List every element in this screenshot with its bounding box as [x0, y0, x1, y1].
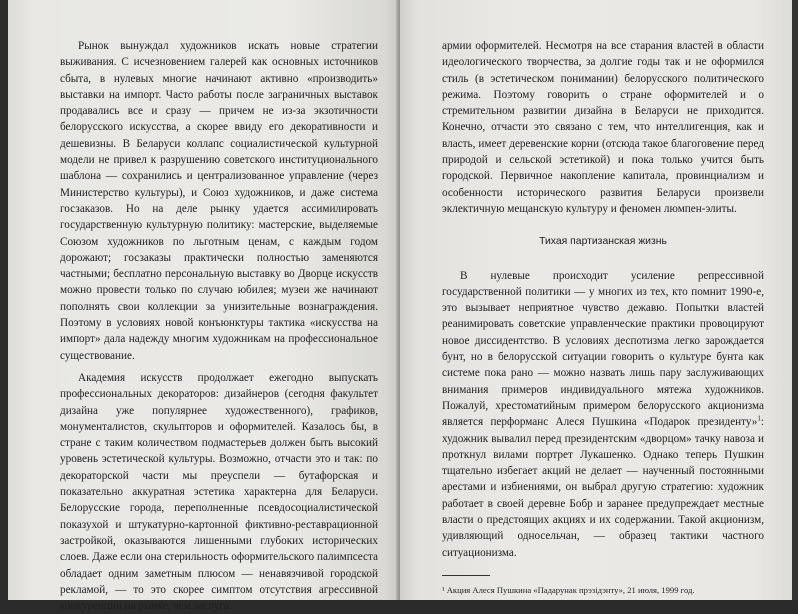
left-page-text — [60, 38, 378, 614]
footnote-rule — [442, 575, 490, 576]
right-paragraph-1-continuation: : художник вывалил перед президентским «дворцом» тачку навоза и проткнул вилами портрет Лукашенко. Однако теперь Пушкин тщательно избегает акций не делает — наученный постоянными арестами и избиениями, он выбрал другую стратегию: художник работает в своей деревне Бобр и заранее предупреждает местные власти о предстоящих акциях и их содержании. Такой акционизм, удивляющий односельчан, — образец тактики частного ситуационизма. — [442, 416, 764, 559]
section-title: Тихая партизанская жизнь — [539, 236, 667, 248]
left-paragraph-1: Рынок вынуждал художников искать новые стратегии выживания. С исчезновением галерей как основных источников сбыта, в нулевых многие начинают активно «производить» выставки на импорт. Часто работы после заграничных выставок продавались все и сразу — причем не из-за экзотичности белорусского искусства, а скорее ввиду его декоративности и дешевизны. В Беларуси коллапс социалистической культурной модели не привел к разрушению советского институционального шаблона — сохранились и централизованное управление (через Министерство культуры), и Союз художников, и даже система госзаказов. Но на деле рынку удается ассимилировать государственную культурную политику: мастерские, выделяемые Союзом художников по льготным ценам, с каждым годом дорожают; госзаказы практически полностью заменяются частными; бесплатно персональную выставку во Дворце искусств можно провести только по случаю юбилея; музеи же начинают пополнять свои коллекции за унизительные вознаграждения. Поэтому в условиях новой конъюнктуры тактика «искусства на импорт» дала надежду многим художникам на профессиональное существование. — [60, 40, 378, 362]
footnote: ¹ Акция Алеся Пушкина «Падарунак прэзідэнту», 21 июля, 1999 год. — [442, 584, 695, 595]
right-page-text — [442, 38, 764, 596]
background-edge-right — [792, 0, 798, 600]
background-edge-left — [0, 0, 8, 600]
left-page — [8, 0, 400, 613]
right-paragraph-1 — [442, 268, 764, 561]
footnote-marker: 1 — [757, 414, 761, 423]
left-paragraph-2: Академия искусств продолжает ежегодно выпускать профессиональных декораторов: дизайнеров (сегодня факультет дизайна уже популярнее художественного), графиков, монументалистов, скульпторов и оформителей. Казалось бы, в стране с таким количеством подмастерьев должен быть высокий уровень эстетической культуры. Возможно, отчасти это и так: по декораторской части мы преуспели — бутафорская и показательно аккуратная эстетика характерна для Беларуси. Белорусские города, переполненные псевдосоциалистической показухой и штукатурно-картонной фиктивно-реставрационной застройкой, оказываются лишенными глубоких исторических слоев. Даже если она стерильность оформительского палимпсеста обладает одним заметным плюсом — ненавязчивой городской рекламой, — то это скорее симптом отсутствия агрессивной конкуренции на рынке, чем заслуга — [60, 371, 378, 613]
right-page — [400, 0, 792, 600]
right-paragraph-1-text: В нулевые происходит усиление репрессивной государственной политики — у многих из тех, кто помнит 1990-е, это вызывает неприятное чувство дежавю. Попытки властей реанимировать советские управленческие практики провоцируют новое диссидентство. В условиях деспотизма легко зарождается бунт, но в белорусской ситуации говорить о культуре бунта как системе пока рано — можно назвать лишь пару заслуживающих внимания примеров индивидуального мятежа художников. Пожалуй, хрестоматийным примером белорусского акционизма является перформанс Алеся Пушкина «Подарок президенту» — [442, 269, 764, 429]
right-opening-paragraph: армии оформителей. Несмотря на все старания властей в области идеологического творчества, за долгие годы так и не оформился стиль (в эстетическом понимании) белорусского политического режима. Поэтому говорить о стране оформителей и о стремительном развитии дизайна в Беларуси не приходится. Конечно, отчасти это связано с тем, что интеллигенция, как и власть, имеет деревенские корни (отсюда такое благоговение перед природой и сельской эстетикой) и пока только учится быть городской. Первичное накопление капитала, провинциализм и особенности исторического развития Беларуси произвели эклектичную мещанскую культуру и феномен люмпен-элиты. — [442, 40, 764, 215]
